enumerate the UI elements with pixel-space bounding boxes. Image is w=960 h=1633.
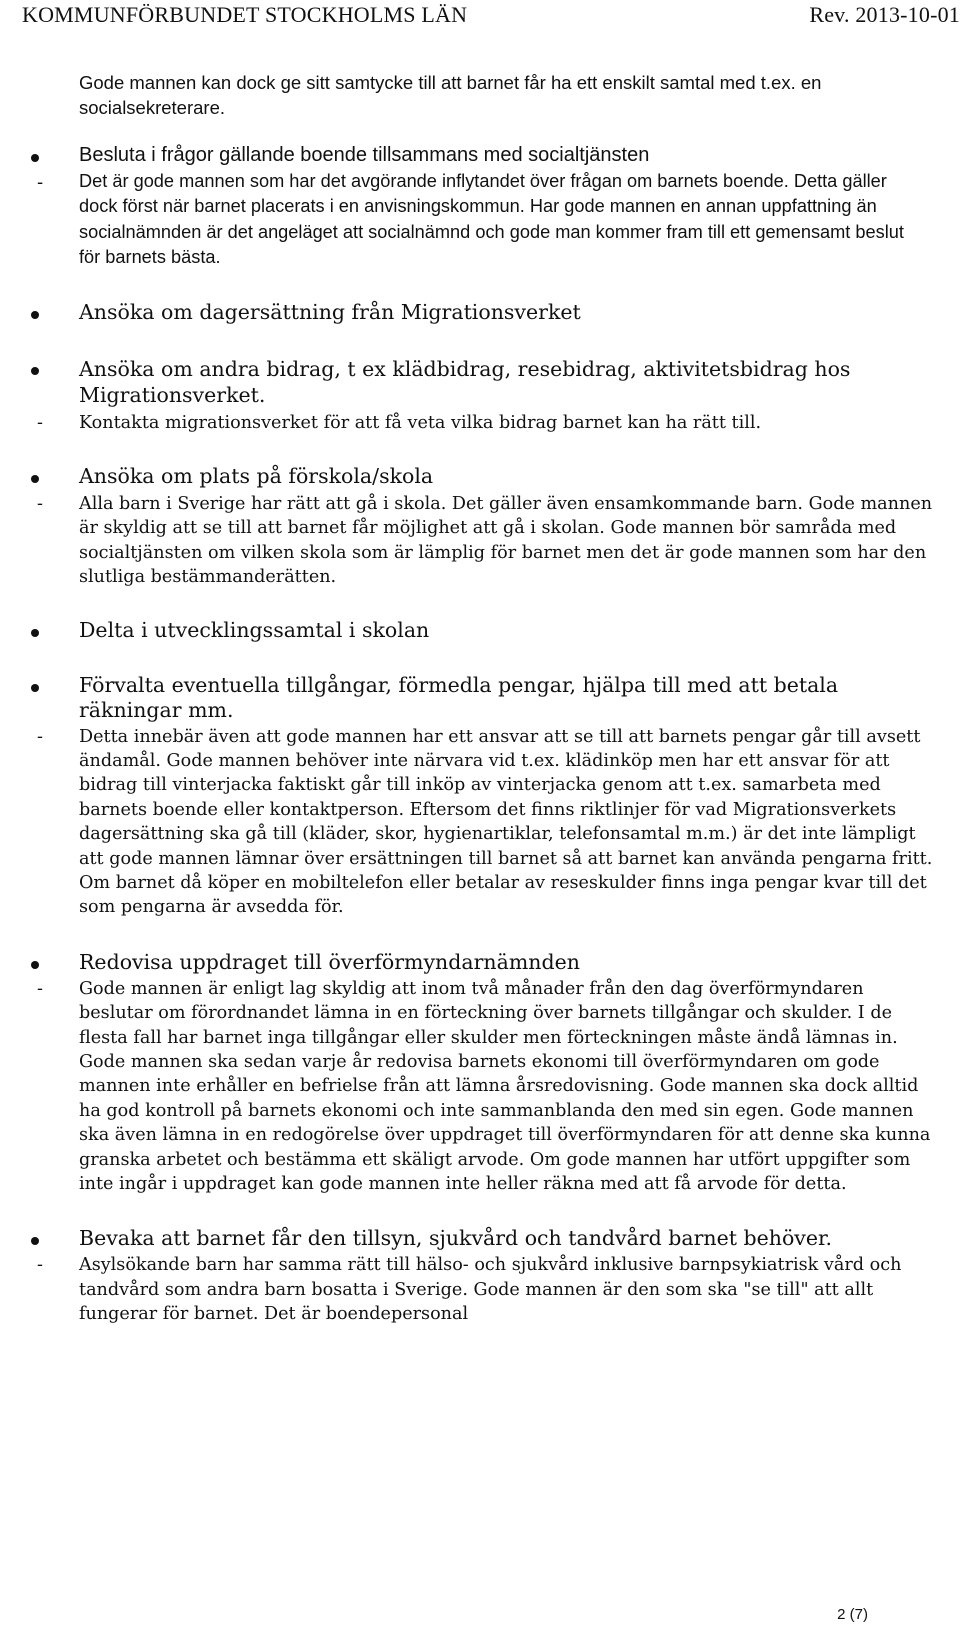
item-title: Ansöka om andra bidrag, t ex klädbidrag, resebidrag, aktivitetsbidrag hos Migrationsverket. <box>79 356 851 407</box>
item-title: Besluta i frågor gällande boende tillsammans med socialtjänsten <box>79 144 650 166</box>
bullet-icon <box>31 961 39 969</box>
dash-icon: - <box>37 493 43 514</box>
list-item <box>37 672 941 920</box>
list-item <box>37 356 941 435</box>
bullet-icon <box>31 475 39 483</box>
intro-paragraph: Gode mannen kan dock ge sitt samtycke till att barnet får ha ett enskilt samtal med t.ex. en socialsekreterare. <box>79 72 822 118</box>
list-item <box>37 143 941 271</box>
document-body <box>0 70 960 1327</box>
list-item <box>37 463 941 590</box>
bullet-icon <box>31 311 39 319</box>
sub-item-text: Kontakta migrationsverket för att få veta vilka bidrag barnet kan ha rätt till. <box>79 412 762 433</box>
item-title: Redovisa uppdraget till överförmyndarnämnden <box>79 949 580 974</box>
item-title: Ansöka om plats på förskola/skola <box>79 463 434 488</box>
item-title: Delta i utvecklingssamtal i skolan <box>79 617 430 642</box>
bullet-icon <box>31 154 39 162</box>
sub-item <box>37 977 941 1197</box>
list-item <box>79 300 941 325</box>
item-title: Ansöka om dagersättning från Migrationsverket <box>79 299 581 324</box>
dash-icon: - <box>37 726 43 747</box>
dash-icon: - <box>37 1255 43 1276</box>
list-item <box>79 618 941 643</box>
bullet-icon <box>31 1237 39 1245</box>
sub-item <box>37 1253 941 1326</box>
sub-item <box>37 725 941 920</box>
header-revision-date: Rev. 2013-10-01 <box>809 2 960 27</box>
sub-item-text: Asylsökande barn har samma rätt till hälso- och sjukvård inklusive barnpsykiatrisk vård och tandvård som andra barn bosatta i Sverige. Gode mannen är den som ska "se till" att allt fungerar för barnet. Det är boendepersonal <box>79 1255 902 1325</box>
page-number: 2 (7) <box>837 1606 868 1623</box>
item-title: Bevaka att barnet får den tillsyn, sjukvård och tandvård barnet behöver. <box>79 1226 833 1251</box>
list-item <box>37 949 941 1197</box>
sub-item-text: Alla barn i Sverige har rätt att gå i skola. Det gäller även ensamkommande barn. Gode mannen är skyldig att se till att barnet får möjlighet att gå i skolan. Gode mannen bör samråda med socialtjänsten om vilken skola som är lämplig för barnet men det är gode mannen som har den slutliga bestämmanderätten. <box>79 493 933 588</box>
item-title: Förvalta eventuella tillgångar, förmedla pengar, hjälpa till med att betala räkningar mm. <box>79 672 839 722</box>
list-item <box>37 1226 941 1326</box>
bullet-icon <box>31 629 39 637</box>
sub-item-text: Gode mannen är enligt lag skyldig att inom två månader från den dag överförmyndaren beslutar om förordnandet lämna in en förteckning över barnets tillgångar och skulder. I de flesta fall har barnet inga tillgångar eller skulder men förteckningen måste ändå lämnas in. Gode mannen ska sedan varje år redovisa barnets ekonomi till överförmyndaren om gode mannen inte erhåller en befrielse från att lämna årsredovisning. Gode mannen ska dock alltid ha god kontroll på barnets ekonomi och inte sammanblanda den med sin egen. Gode mannen ska även lämna in en redogörelse över uppdraget till överförmyndaren för att denne ska kunna granska arbetet och bestämma ett skäligt arvode. Om gode mannen har utfört uppgifter som inte ingår i uppdraget kan gode mannen inte heller räkna med att få arvode för detta. <box>79 978 931 1195</box>
sub-item-text: Detta innebär även att gode mannen har ett ansvar att se till att barnets pengar går till avsett ändamål. Gode mannen behöver inte närvara vid t.ex. klädinköp men har ett ansvar för att bidrag till vinterjacka faktiskt går till inköp av vinterjacka genom att t.ex. samarbeta med barnets boende eller kontaktperson. Eftersom det finns riktlinjer för vad Migrationsverkets dagersättning ska gå till (kläder, skor, hygienartiklar, telefonsamtal m.m.) är det inte lämpligt att gode mannen lämnar över ersättningen till barnet så att barnet kan använda pengarna fritt. Om barnet då köper en mobiltelefon eller betalar av reseskulder finns inga pengar kvar till det som pengarna är avsedda för. <box>79 726 933 918</box>
dash-icon: - <box>37 412 43 433</box>
bullet-icon <box>31 684 39 692</box>
dash-icon: - <box>37 170 44 192</box>
sub-item-text: Det är gode mannen som har det avgörande inflytandet över frågan om barnets boende. Detta gäller dock först när barnet placerats i en anvisningskommun. Har gode mannen en annan uppfattning än socialnämnden är det angeläget att socialnämnd och gode man kommer fram till ett gemensamt beslut för barnets bästa. <box>79 170 904 267</box>
dash-icon: - <box>37 978 43 999</box>
bullet-icon <box>31 367 39 375</box>
sub-item <box>37 169 941 271</box>
sub-item <box>37 492 941 590</box>
page-header <box>0 2 960 32</box>
sub-item <box>37 411 941 435</box>
header-organization: KOMMUNFÖRBUNDET STOCKHOLMS LÄN <box>22 2 468 27</box>
